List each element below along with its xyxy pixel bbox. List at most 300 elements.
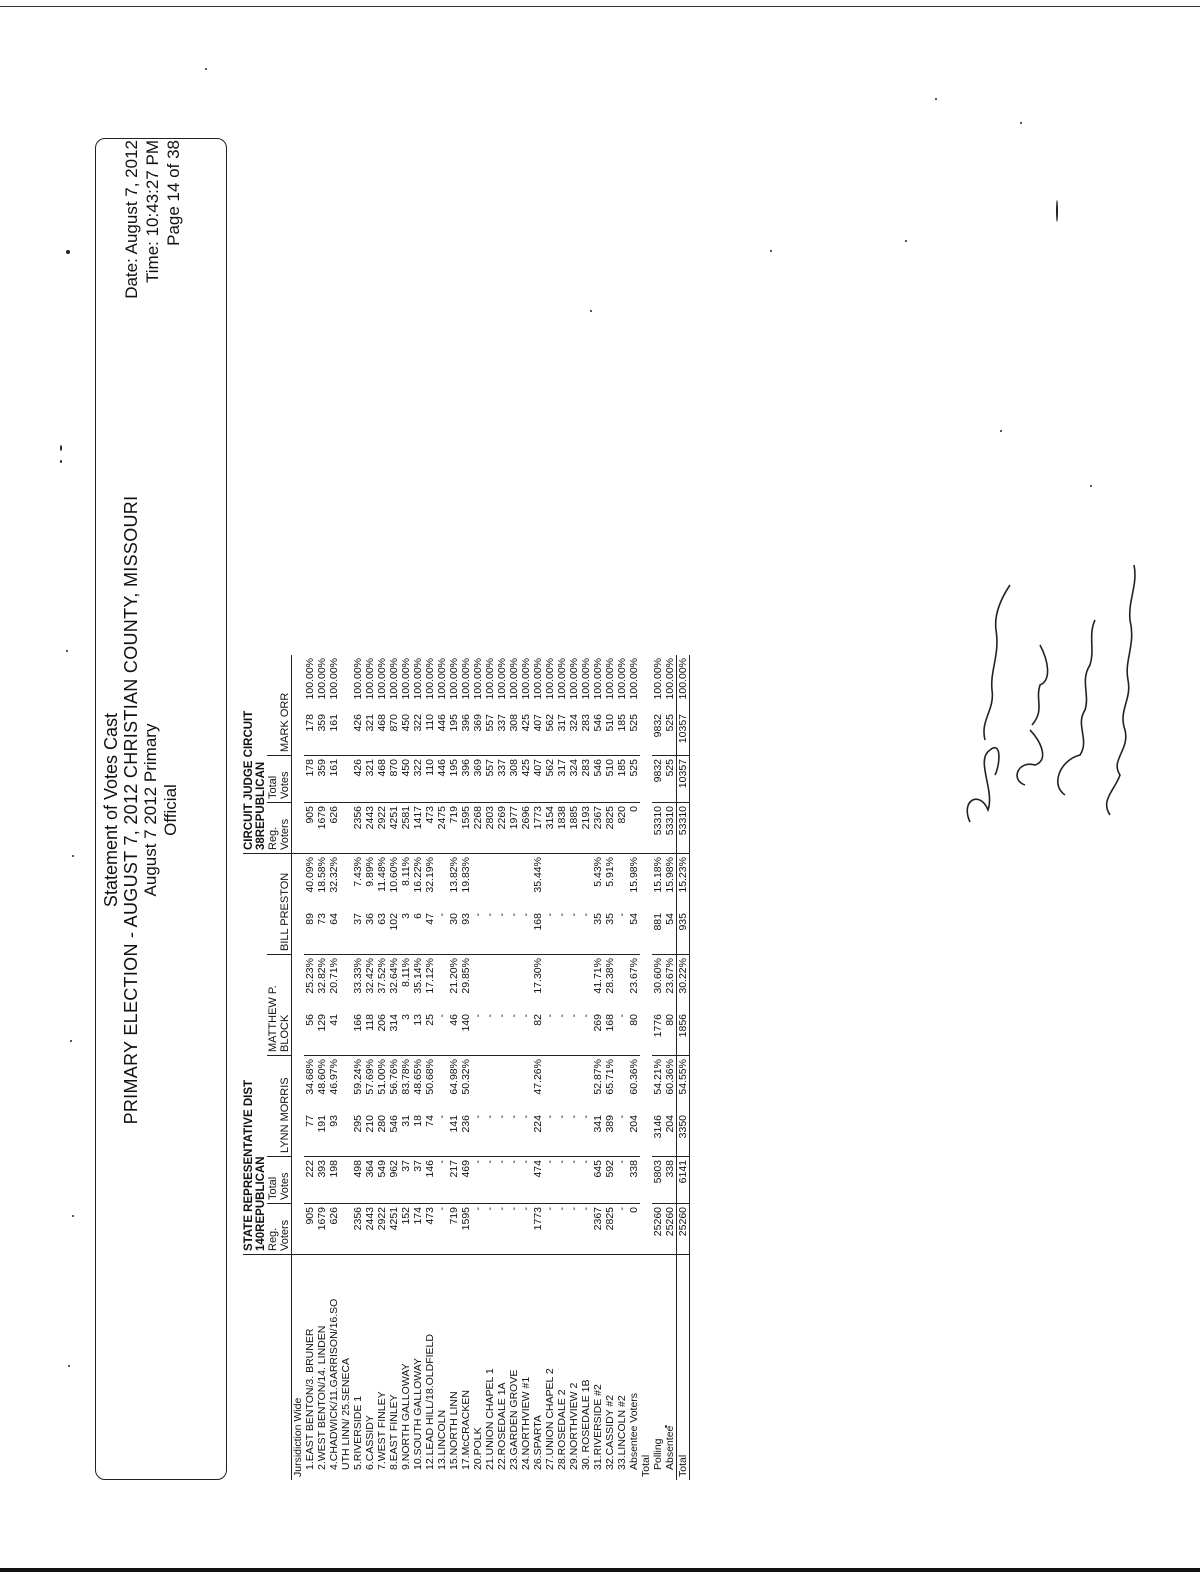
mark-orr-pct: 100.00% xyxy=(568,658,580,700)
race2-reg-voters: 2356 xyxy=(352,803,364,854)
matthew-block-pct: 17.30% xyxy=(532,958,544,994)
matthew-block-pct xyxy=(340,955,352,1012)
lynn-morris-pct: 47.26% xyxy=(532,1059,544,1095)
lynn-morris-votes: 224 xyxy=(532,1112,544,1157)
report-time: Time: 10:43:27 PM xyxy=(143,140,162,283)
bill-preston-pct: 40.09% xyxy=(304,857,316,893)
race2-total-votes: 10357 xyxy=(677,756,690,803)
table-row xyxy=(424,655,436,1480)
mark-orr-pct: 100.00% xyxy=(460,658,472,700)
race2-total-votes: 308 xyxy=(508,756,520,803)
race2-reg-voters: 0 xyxy=(628,803,640,854)
scan-speck xyxy=(68,1365,70,1367)
race1-reg-voters: - xyxy=(568,1204,580,1255)
matthew-block-votes: 118 xyxy=(364,1011,376,1056)
table-row xyxy=(628,655,640,1480)
matthew-block-votes: 80 xyxy=(628,1011,640,1056)
lynn-morris-votes: 3146 xyxy=(652,1112,664,1157)
bill-preston-votes: - xyxy=(544,910,556,955)
matthew-block-pct xyxy=(436,955,448,1012)
mark-orr-votes: 308 xyxy=(508,711,520,756)
race2-total-votes: 396 xyxy=(460,756,472,803)
race2-reg-voters: 2268 xyxy=(472,803,484,854)
lynn-morris-votes: 18 xyxy=(412,1112,424,1157)
mark-orr-pct: 100.00% xyxy=(388,658,400,700)
mark-orr-pct: 100.00% xyxy=(436,658,448,700)
race2-total-votes: 324 xyxy=(568,756,580,803)
scan-speck xyxy=(72,1215,74,1217)
mark-orr-votes: 396 xyxy=(460,711,472,756)
bill-preston-votes: - xyxy=(568,910,580,955)
mark-orr-votes: 337 xyxy=(496,711,508,756)
mark-orr-pct: 100.00% xyxy=(484,658,496,700)
jurisdiction-name: 29.NORTHVIEW 2 xyxy=(568,1382,580,1470)
jurisdiction-name: 15.NORTH LINN xyxy=(448,1391,460,1470)
race2-total-votes: 337 xyxy=(496,756,508,803)
totals-label: Total xyxy=(640,1454,652,1477)
matthew-block-pct xyxy=(556,955,568,1012)
bill-preston-votes: 73 xyxy=(316,910,328,955)
mark-orr-pct: 100.00% xyxy=(652,658,664,700)
matthew-block-votes: 3 xyxy=(400,1011,412,1056)
mark-orr-pct: 100.00% xyxy=(616,658,628,700)
race2-total-votes: 557 xyxy=(484,756,496,803)
scan-speck xyxy=(66,650,68,652)
race1-title: STATE REPRESENTATIVE DIST xyxy=(243,1079,255,1251)
matthew-block-pct xyxy=(616,955,628,1012)
race2-reg-voters-header: Reg. Voters xyxy=(267,803,292,854)
bill-preston-votes: 63 xyxy=(376,910,388,955)
table-row xyxy=(328,655,340,1480)
lynn-morris-pct xyxy=(568,1056,580,1113)
table-row xyxy=(556,655,568,1480)
race2-total-votes: 525 xyxy=(628,756,640,803)
lynn-morris-pct xyxy=(544,1056,556,1113)
matthew-block-pct: 23.67% xyxy=(628,958,640,994)
race2-reg-voters: 53310 xyxy=(652,803,664,854)
bill-preston-pct: 32.32% xyxy=(328,857,340,893)
matthew-block-pct xyxy=(520,955,532,1012)
race1-total-votes: - xyxy=(472,1157,484,1204)
jurisdiction-name: 6.CASSIDY xyxy=(364,1415,376,1470)
bill-preston-votes: 54 xyxy=(664,910,677,955)
bill-preston-pct xyxy=(568,854,580,911)
table-row xyxy=(376,655,388,1480)
race1-reg-voters: 2356 xyxy=(352,1204,364,1255)
race1-total-votes: - xyxy=(568,1157,580,1204)
matthew-block-votes: 1856 xyxy=(677,1011,690,1056)
matthew-block-pct: 29.85% xyxy=(460,958,472,994)
matthew-block-pct: 17.12% xyxy=(424,958,436,994)
scan-speck xyxy=(1090,485,1092,487)
table-row xyxy=(400,655,412,1480)
jurisdiction-name: 4.CHADWICK/11.GARRISON/16.SO xyxy=(328,1298,340,1470)
mark-orr-votes: 283 xyxy=(580,711,592,756)
race1-reg-voters: 4251 xyxy=(388,1204,400,1255)
bill-preston-pct: 11.48% xyxy=(376,857,388,892)
table-row xyxy=(568,655,580,1480)
lynn-morris-pct: 57.69% xyxy=(364,1059,376,1095)
race2-reg-voters: 2581 xyxy=(400,803,412,854)
matthew-block-pct: 41.71% xyxy=(592,958,604,994)
race1-reg-voters: 905 xyxy=(304,1204,316,1255)
lynn-morris-pct xyxy=(484,1056,496,1113)
mark-orr-votes: 426 xyxy=(352,711,364,756)
mark-orr-votes: 407 xyxy=(532,711,544,756)
official-label: Official xyxy=(161,784,180,836)
matthew-block-pct: 32.42% xyxy=(364,958,376,994)
jurisdiction-name: 17.McCRACKEN xyxy=(460,1390,472,1470)
lynn-morris-votes: 31 xyxy=(400,1112,412,1157)
bill-preston-pct: 13.82% xyxy=(448,857,460,893)
matthew-block-votes: 1776 xyxy=(652,1011,664,1056)
lynn-morris-pct xyxy=(436,1056,448,1113)
mark-orr-pct: 100.00% xyxy=(424,658,436,700)
race2-reg-voters: 2193 xyxy=(580,803,592,854)
lynn-morris-pct: 34.68% xyxy=(304,1059,316,1095)
race2-total-votes: 283 xyxy=(580,756,592,803)
scan-speck xyxy=(60,460,62,463)
lynn-morris-pct xyxy=(616,1056,628,1113)
mark-orr-votes: 525 xyxy=(628,711,640,756)
race1-reg-voters: - xyxy=(544,1204,556,1255)
total-row xyxy=(664,655,677,1480)
mark-orr-votes: 525 xyxy=(664,711,677,756)
mark-orr-votes: 195 xyxy=(448,711,460,756)
race1-reg-voters: - xyxy=(520,1204,532,1255)
mark-orr-pct: 100.00% xyxy=(556,658,568,700)
race1-reg-voters: 2443 xyxy=(364,1204,376,1255)
mark-orr-pct: 100.00% xyxy=(304,658,316,700)
race1-reg-voters: 1773 xyxy=(532,1204,544,1255)
lynn-morris-pct: 51.00% xyxy=(376,1059,388,1095)
race2-reg-voters: 1595 xyxy=(460,803,472,854)
race1-reg-voters: 2367 xyxy=(592,1204,604,1255)
race1-total-votes: 146 xyxy=(424,1157,436,1204)
race1-reg-voters: 0 xyxy=(628,1204,640,1255)
mark-orr-pct: 100.00% xyxy=(628,658,640,700)
race2-total-votes: 870 xyxy=(388,756,400,803)
votes-table-body xyxy=(292,655,690,1480)
race2-total-votes: 426 xyxy=(352,756,364,803)
matthew-block-votes: - xyxy=(544,1011,556,1056)
matthew-block-votes: - xyxy=(484,1011,496,1056)
bill-preston-votes: 168 xyxy=(532,910,544,955)
race1-total-votes-header: Total Votes xyxy=(267,1157,292,1204)
mark-orr-pct: 100.00% xyxy=(448,658,460,700)
jurisdiction-name: 13.LINCOLN xyxy=(436,1409,448,1470)
lynn-morris-pct: 64.98% xyxy=(448,1059,460,1095)
mark-orr-votes: 359 xyxy=(316,711,328,756)
race2-reg-voters: 1977 xyxy=(508,803,520,854)
bill-preston-votes: 102 xyxy=(388,910,400,955)
lynn-morris-votes: - xyxy=(616,1112,628,1157)
jurisdiction-name: 12.LEAD HILL/18.OLDFIELD xyxy=(424,1334,436,1470)
race1-reg-voters: 2825 xyxy=(604,1204,616,1255)
matthew-block-pct xyxy=(472,955,484,1012)
matthew-block-pct: 30.22% xyxy=(677,955,690,1012)
bill-preston-votes: 54 xyxy=(628,910,640,955)
lynn-morris-votes: 341 xyxy=(592,1112,604,1157)
table-row xyxy=(532,655,544,1480)
matthew-block-pct: 25.23% xyxy=(304,958,316,994)
table-row xyxy=(616,655,628,1480)
mark-orr-pct: 100.00% xyxy=(664,658,676,700)
matthew-block-pct: 35.14% xyxy=(412,958,424,994)
lynn-morris-pct: 52.87% xyxy=(592,1059,604,1095)
race1-reg-voters: 1595 xyxy=(460,1204,472,1255)
race2-cand1-header: MARK ORR xyxy=(267,655,292,756)
mark-orr-votes: 110 xyxy=(424,711,436,756)
table-row xyxy=(592,655,604,1480)
race1-total-votes: 37 xyxy=(412,1157,424,1204)
bill-preston-pct: 9.89% xyxy=(364,857,376,887)
matthew-block-votes: 206 xyxy=(376,1011,388,1056)
bill-preston-pct: 32.19% xyxy=(424,857,436,893)
bill-preston-votes: - xyxy=(496,910,508,955)
race1-total-votes: - xyxy=(520,1157,532,1204)
table-row xyxy=(484,655,496,1480)
bill-preston-votes: 36 xyxy=(364,910,376,955)
mark-orr-votes: 546 xyxy=(592,711,604,756)
race2-reg-voters: 2475 xyxy=(436,803,448,854)
empty-cell xyxy=(640,655,652,854)
mark-orr-pct: 100.00% xyxy=(604,658,616,700)
bill-preston-votes: - xyxy=(436,910,448,955)
race1-reg-voters: - xyxy=(508,1204,520,1255)
bill-preston-pct: 10.60% xyxy=(388,857,400,893)
mark-orr-votes: 369 xyxy=(472,711,484,756)
race1-reg-voters: - xyxy=(472,1204,484,1255)
race2-total-votes: 322 xyxy=(412,756,424,803)
race2-reg-voters: 1417 xyxy=(412,803,424,854)
lynn-morris-pct: 50.68% xyxy=(424,1059,436,1095)
race1-total-votes: - xyxy=(508,1157,520,1204)
matthew-block-votes: - xyxy=(568,1011,580,1056)
mark-orr-pct: 100.00% xyxy=(496,658,508,700)
bill-preston-pct: 15.23% xyxy=(677,854,690,911)
bill-preston-votes: - xyxy=(508,910,520,955)
bill-preston-pct: 15.18% xyxy=(652,857,664,893)
lynn-morris-votes: - xyxy=(436,1112,448,1157)
jurisdiction-name: 30. ROSEDALE 1B xyxy=(580,1379,592,1470)
bill-preston-pct: 15.98% xyxy=(628,857,640,893)
lynn-morris-votes: 280 xyxy=(376,1112,388,1157)
lynn-morris-pct: 46.97% xyxy=(328,1059,340,1095)
race1-reg-voters: - xyxy=(580,1204,592,1255)
race1-total-votes: - xyxy=(544,1157,556,1204)
bill-preston-pct: 19.83% xyxy=(460,857,472,893)
race1-cand2-header: MATTHEW P. BLOCK xyxy=(267,955,292,1056)
lynn-morris-votes: - xyxy=(508,1112,520,1157)
lynn-morris-pct: 50.32% xyxy=(460,1059,472,1095)
lynn-morris-pct: 60.36% xyxy=(628,1059,640,1095)
jurisdiction-name: 7.WEST FINLEY xyxy=(376,1391,388,1470)
lynn-morris-votes: 141 xyxy=(448,1112,460,1157)
matthew-block-votes: - xyxy=(436,1011,448,1056)
bill-preston-votes: 3 xyxy=(400,910,412,955)
race1-reg-voters: 1679 xyxy=(316,1204,328,1255)
race2-total-votes: 161 xyxy=(328,756,340,803)
bill-preston-votes: - xyxy=(484,910,496,955)
race1-total-votes: 469 xyxy=(460,1157,472,1204)
matthew-block-pct: 8.11% xyxy=(400,958,412,987)
table-row xyxy=(520,655,532,1480)
matthew-block-votes: 269 xyxy=(592,1011,604,1056)
mark-orr-pct: 100.00% xyxy=(400,658,412,700)
race1-header xyxy=(243,854,267,1255)
mark-orr-pct: 100.00% xyxy=(412,658,424,700)
race1-reg-voters-header: Reg. Voters xyxy=(267,1204,292,1255)
bill-preston-pct xyxy=(436,854,448,911)
matthew-block-pct: 28.38% xyxy=(604,958,616,994)
lynn-morris-pct xyxy=(580,1056,592,1113)
lynn-morris-pct: 54.21% xyxy=(652,1059,664,1095)
bill-preston-pct: 5.43% xyxy=(592,857,604,887)
lynn-morris-pct: 56.76% xyxy=(388,1059,400,1095)
race1-total-votes: 393 xyxy=(316,1157,328,1204)
matthew-block-pct: 21.20% xyxy=(448,958,460,994)
mark-orr-votes: 161 xyxy=(328,711,340,756)
mark-orr-votes: 510 xyxy=(604,711,616,756)
bill-preston-pct: 18.58% xyxy=(316,857,328,893)
race2-reg-voters: 2367 xyxy=(592,803,604,854)
race2-reg-voters: 2803 xyxy=(484,803,496,854)
bill-preston-pct xyxy=(496,854,508,911)
race2-reg-voters: 3154 xyxy=(544,803,556,854)
mark-orr-votes: 557 xyxy=(484,711,496,756)
mark-orr-pct: 100.00% xyxy=(328,658,340,700)
race2-total-votes: 546 xyxy=(592,756,604,803)
table-row xyxy=(412,655,424,1480)
total-row xyxy=(677,655,690,1480)
matthew-block-votes: - xyxy=(520,1011,532,1056)
report-date: Date: August 7, 2012 xyxy=(122,140,141,299)
race2-total-votes: 110 xyxy=(424,756,436,803)
table-row xyxy=(544,655,556,1480)
election-subtitle: August 7 2012 Primary xyxy=(141,723,160,897)
header-spacer xyxy=(267,1255,292,1481)
bill-preston-pct: 15.98% xyxy=(664,857,676,893)
mark-orr-pct: 100.00% xyxy=(364,658,376,700)
race1-reg-voters: - xyxy=(484,1204,496,1255)
matthew-block-pct: 20.71% xyxy=(328,958,340,994)
votes-table xyxy=(243,655,690,1480)
race1-total-votes: 338 xyxy=(628,1157,640,1204)
matthew-block-votes: - xyxy=(580,1011,592,1056)
race1-total-votes: 962 xyxy=(388,1157,400,1204)
race1-reg-voters: 473 xyxy=(424,1204,436,1255)
race1-total-votes: - xyxy=(616,1157,628,1204)
race2-reg-voters: 905 xyxy=(304,803,316,854)
table-row xyxy=(304,655,316,1480)
race2-total-votes: 9832 xyxy=(652,756,664,803)
race2-reg-voters: 1838 xyxy=(556,803,568,854)
table-row xyxy=(352,655,364,1480)
jurisdiction-name: 22.ROSEDALE 1A xyxy=(496,1382,508,1470)
matthew-block-pct: 37.52% xyxy=(376,958,388,994)
bill-preston-pct xyxy=(556,854,568,911)
lynn-morris-votes: - xyxy=(520,1112,532,1157)
race2-total-votes: 450 xyxy=(400,756,412,803)
bill-preston-votes: 881 xyxy=(652,910,664,955)
mark-orr-votes: 178 xyxy=(304,711,316,756)
race2-title: CIRCUIT JUDGE CIRCUIT xyxy=(243,710,255,850)
race1-party: 140REPUBLICAN xyxy=(255,1156,267,1251)
lynn-morris-votes: 93 xyxy=(328,1112,340,1157)
bill-preston-pct xyxy=(544,854,556,911)
mark-orr-votes: 9832 xyxy=(652,711,664,756)
lynn-morris-pct: 60.36% xyxy=(664,1059,676,1095)
matthew-block-pct xyxy=(508,955,520,1012)
race2-reg-voters: 1773 xyxy=(532,803,544,854)
jurisdiction-name: Polling xyxy=(652,1438,664,1470)
matthew-block-pct: 23.67% xyxy=(664,958,676,994)
matthew-block-votes: - xyxy=(508,1011,520,1056)
bill-preston-votes: 935 xyxy=(677,910,690,955)
race2-reg-voters: 2922 xyxy=(376,803,388,854)
race1-reg-voters: - xyxy=(436,1204,448,1255)
lynn-morris-votes: 546 xyxy=(388,1112,400,1157)
race2-total-votes: 321 xyxy=(364,756,376,803)
bill-preston-votes: - xyxy=(472,910,484,955)
race2-total-votes: 195 xyxy=(448,756,460,803)
lynn-morris-pct: 54.55% xyxy=(677,1056,690,1113)
matthew-block-pct: 33.33% xyxy=(352,958,364,994)
matthew-block-votes: 140 xyxy=(460,1011,472,1056)
lynn-morris-votes xyxy=(340,1112,352,1157)
bill-preston-pct xyxy=(508,854,520,911)
matthew-block-votes: - xyxy=(496,1011,508,1056)
table-row xyxy=(508,655,520,1480)
mark-orr-votes: 322 xyxy=(412,711,424,756)
jurisdiction-name: 8.EAST FINLEY xyxy=(388,1394,400,1470)
table-row xyxy=(388,655,400,1480)
bill-preston-votes: 35 xyxy=(604,910,616,955)
scan-top-edge xyxy=(0,6,1200,7)
page-number: Page 14 of 38 xyxy=(164,140,183,246)
jurisdiction-name: UTH LINN/ 25.SENECA xyxy=(340,1357,352,1470)
mark-orr-pct: 100.00% xyxy=(520,658,532,700)
jurisdiction-name: Total xyxy=(677,1255,690,1481)
bill-preston-votes: - xyxy=(520,910,532,955)
mark-orr-votes: 468 xyxy=(376,711,388,756)
lynn-morris-votes: - xyxy=(484,1112,496,1157)
race1-total-votes: - xyxy=(436,1157,448,1204)
bill-preston-votes: 64 xyxy=(328,910,340,955)
race2-total-votes: 525 xyxy=(664,756,677,803)
lynn-morris-pct xyxy=(520,1056,532,1113)
lynn-morris-votes: - xyxy=(544,1112,556,1157)
matthew-block-votes: 25 xyxy=(424,1011,436,1056)
race1-reg-voters: 2922 xyxy=(376,1204,388,1255)
race2-total-votes: 317 xyxy=(556,756,568,803)
race2-total-votes: 510 xyxy=(604,756,616,803)
race1-total-votes: 5803 xyxy=(652,1157,664,1204)
jurisdiction-name: Absentee xyxy=(664,1425,676,1470)
mark-orr-votes: 324 xyxy=(568,711,580,756)
jurisdiction-name: 10.SOUTH GALLOWAY xyxy=(412,1357,424,1470)
jurisdiction-name: 32.CASSIDY #2 xyxy=(604,1394,616,1470)
lynn-morris-votes: - xyxy=(580,1112,592,1157)
scan-speck xyxy=(70,1040,72,1042)
race1-reg-voters: - xyxy=(556,1204,568,1255)
rotated-report xyxy=(95,130,945,1480)
matthew-block-votes: - xyxy=(472,1011,484,1056)
jurisdiction-name: 20.POLK xyxy=(472,1427,484,1470)
race2-reg-voters xyxy=(340,803,352,854)
table-row xyxy=(448,655,460,1480)
